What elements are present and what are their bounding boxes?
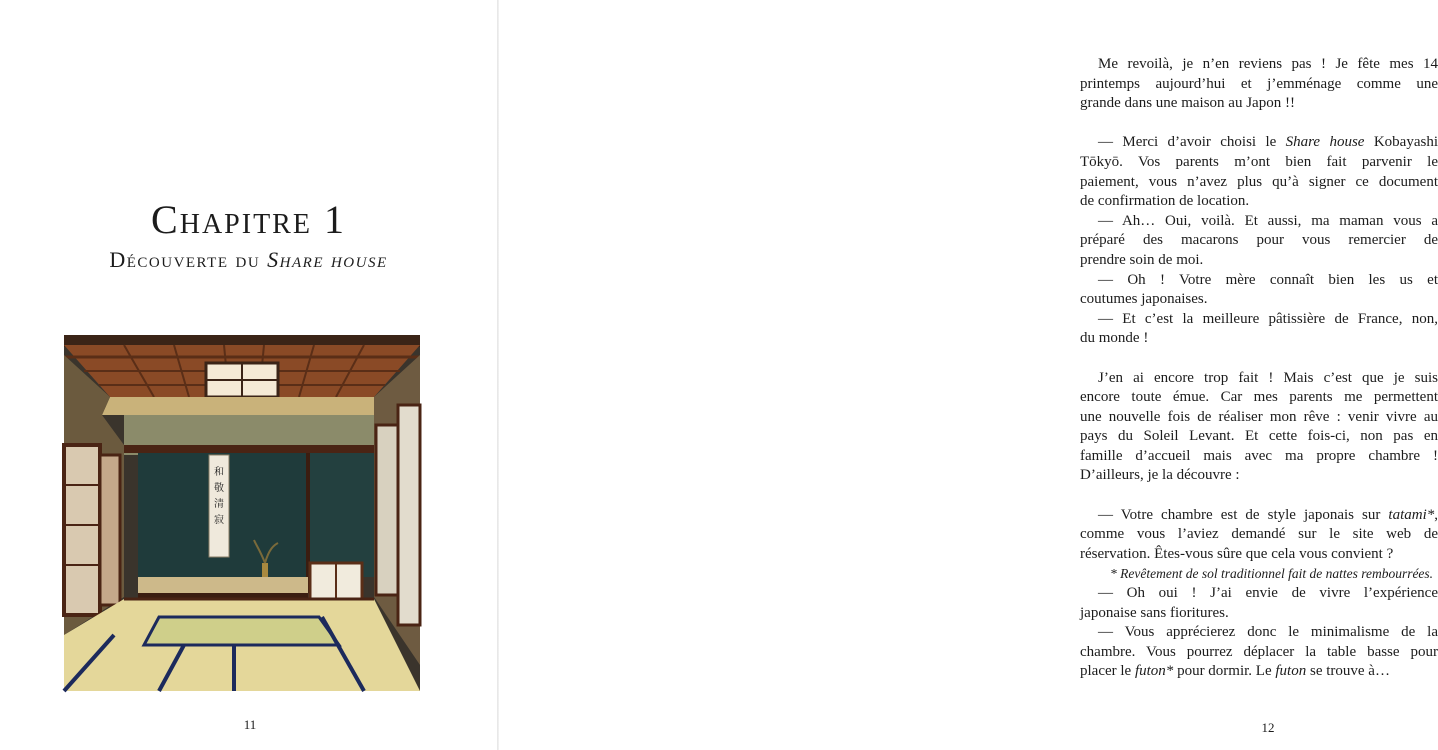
- scroll-char-2: 敬: [214, 483, 224, 494]
- chapter-subtitle-italic: Share house: [267, 247, 388, 272]
- text-line: paiement, vous n’avez plus qu’à signer ce document: [1080, 173, 1438, 190]
- text-line: comme vous l’aviez demandé sur le site web de: [1080, 526, 1438, 543]
- text-line: pays du Soleil Levant. Et cette fois-ci, non pas en: [1080, 428, 1438, 445]
- scroll-char-3: 清: [214, 499, 224, 510]
- chapter-title: Chapitre 1: [151, 197, 346, 242]
- text-line: réservation. Êtes-vous sûre que cela vous convient ?: [1080, 545, 1394, 562]
- text-line: une nouvelle fois de réaliser mon rêve : venir vivre au: [1080, 408, 1438, 425]
- chapter-subtitle: [0, 246, 497, 274]
- text-line: — Merci d’avoir choisi le Share house Kobayashi: [1098, 134, 1438, 151]
- text-line: prendre soin de moi.: [1080, 251, 1204, 268]
- text-line: Tōkyō. Vos parents m’ont bien fait parvenir le: [1080, 153, 1438, 170]
- right-page: [499, 0, 1438, 750]
- text-line: du monde !: [1080, 330, 1149, 347]
- text-line: chambre. Vous pourrez déplacer la table basse pour: [1080, 643, 1438, 660]
- text-line: japonaise sans fioritures.: [1080, 604, 1229, 621]
- text-line: placer le futon* pour dormir. Le futon se trouve à…: [1080, 663, 1390, 680]
- scroll-char-4: 寂: [214, 515, 224, 526]
- text-line: — Et c’est la meilleure pâtissière de France, non,: [1098, 310, 1438, 327]
- text-line: encore toute émue. Car mes parents me permettent: [1080, 389, 1438, 406]
- text-line: J’en ai encore trop fait ! Mais c’est que je suis: [1098, 369, 1438, 386]
- text-line: — Ah… Oui, voilà. Et aussi, ma maman vous a: [1098, 212, 1438, 229]
- text-line: grande dans une maison au Japon !!: [1080, 95, 1295, 112]
- text-line: famille d’accueil mais avec ma propre chambre !: [1080, 447, 1438, 464]
- page-number-right: 12: [1261, 720, 1275, 735]
- text-line: préparé des macarons pour vous remercier de: [1080, 232, 1438, 249]
- body-text: [1080, 55, 1438, 682]
- page-number-left: 11: [243, 717, 257, 732]
- text-line: — Vous apprécierez donc le minimalisme de la: [1098, 624, 1438, 641]
- text-line: — Oh oui ! J’ai envie de vivre l’expérience: [1098, 585, 1438, 602]
- text-line: Me revoilà, je n’en reviens pas ! Je fête mes 14: [1098, 56, 1438, 72]
- tatami-room-photo: [64, 335, 420, 691]
- footnote: * Revêtement de sol traditionnel fait de nattes rembourrées.: [1110, 566, 1434, 582]
- text-line: coutumes japonaises.: [1080, 291, 1208, 308]
- text-line: D’ailleurs, je la découvre :: [1080, 467, 1240, 484]
- left-page: [0, 0, 497, 750]
- text-line: printemps aujourd’hui et j’emménage comme une: [1080, 75, 1438, 92]
- text-line: de confirmation de location.: [1080, 193, 1250, 210]
- text-line: — Votre chambre est de style japonais sur tatami*,: [1098, 506, 1438, 523]
- chapter-subtitle-prefix: Découverte du: [109, 247, 268, 272]
- text-line: — Oh ! Votre mère connaît bien les us et: [1098, 271, 1438, 288]
- scroll-char-1: 和: [214, 467, 224, 478]
